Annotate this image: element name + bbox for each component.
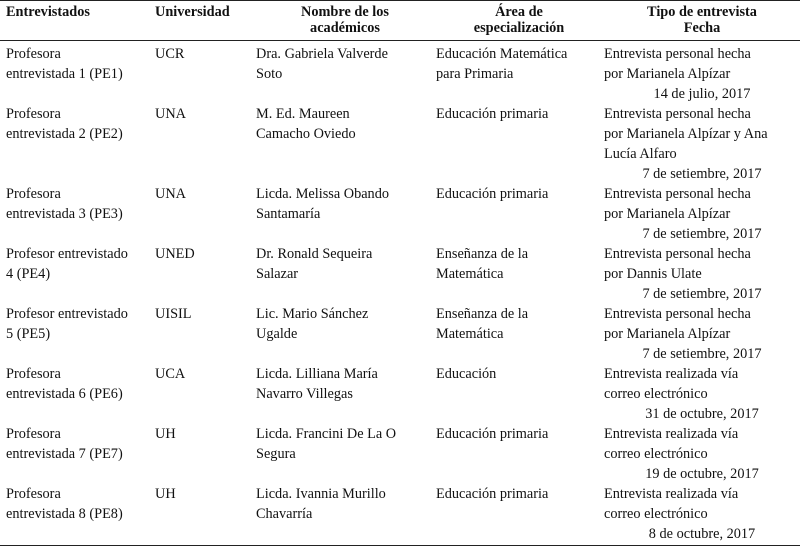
cell-area [436,44,602,84]
cell-nombre [256,244,434,284]
cell-universidad [155,364,255,384]
header-area-line-2: especialización [473,20,565,36]
nombre-line: Soto [256,66,283,82]
universidad-text: UH [155,426,176,442]
cell-area [436,484,602,504]
entrevistado-line: Profesora [6,186,61,202]
cell-entrevistado [6,304,154,344]
cell-universidad [155,184,255,204]
cell-universidad [155,304,255,324]
tipo-line: correo electrónico [604,386,708,402]
cell-universidad [155,104,255,124]
nombre-line: Dra. Gabriela Valverde [256,46,388,62]
cell-entrevistado [6,484,154,524]
cell-tipo-fecha [604,484,800,544]
area-line: Enseñanza de la [436,306,529,322]
cell-tipo-fecha [604,304,800,364]
nombre-line: Licda. Lilliana María [256,366,378,382]
universidad-text: UNA [155,106,186,122]
cell-area [436,424,602,444]
area-line: Enseñanza de la [436,246,529,262]
nombre-line: Santamaría [256,206,321,222]
nombre-line: Licda. Francini De La O [256,426,397,442]
entrevistado-line: entrevistada 6 (PE6) [6,386,123,402]
entrevistado-line: Profesor entrevistado [6,246,128,262]
header-area-line-1: Área de [495,4,543,20]
cell-entrevistado [6,44,154,84]
header-area [436,4,602,36]
cell-universidad [155,44,255,64]
cell-tipo-fecha [604,364,800,424]
fecha-text: 7 de setiembre, 2017 [642,346,762,362]
area-line: Matemática [436,326,504,342]
nombre-line: Ugalde [256,326,298,342]
entrevistado-line: entrevistada 7 (PE7) [6,446,123,462]
cell-nombre [256,184,434,224]
fecha-text: 7 de setiembre, 2017 [642,226,762,242]
tipo-line: por Marianela Alpízar [604,326,731,342]
cell-tipo-fecha [604,184,800,244]
cell-area [436,244,602,284]
tipo-line: Entrevista personal hecha [604,186,751,202]
entrevistado-line: entrevistada 1 (PE1) [6,66,123,82]
header-entrevistados: Entrevistados [6,4,90,20]
nombre-line: Licda. Ivannia Murillo [256,486,386,502]
tipo-line: Entrevista personal hecha [604,106,751,122]
cell-area [436,104,602,124]
nombre-line: Chavarría [256,506,313,522]
header-tipo-line-1: Tipo de entrevista [647,4,757,20]
fecha-text: 31 de octubre, 2017 [645,406,759,422]
cell-entrevistado [6,184,154,224]
cell-nombre [256,104,434,144]
area-line: Educación primaria [436,186,549,202]
area-line: Educación primaria [436,426,549,442]
cell-nombre [256,364,434,404]
cell-tipo-fecha [604,244,800,304]
entrevistado-line: Profesora [6,486,61,502]
tipo-line: por Marianela Alpízar [604,66,731,82]
area-line: para Primaria [436,66,514,82]
tipo-line: Lucía Alfaro [604,146,677,162]
header-nombre-line-1: Nombre de los [301,4,389,20]
tipo-line: por Dannis Ulate [604,266,702,282]
universidad-text: UNA [155,186,186,202]
header-rule [0,40,800,41]
nombre-line: Camacho Oviedo [256,126,356,142]
area-line: Educación primaria [436,486,549,502]
entrevistado-line: 4 (PE4) [6,266,51,282]
area-line: Matemática [436,266,504,282]
tipo-line: Entrevista personal hecha [604,306,751,322]
tipo-line: correo electrónico [604,506,708,522]
entrevistado-line: Profesora [6,106,61,122]
tipo-line: Entrevista personal hecha [604,46,751,62]
area-line: Educación primaria [436,106,549,122]
nombre-line: Salazar [256,266,299,282]
header-nombre-line-2: académicos [310,20,380,36]
entrevistado-line: entrevistada 2 (PE2) [6,126,123,142]
universidad-text: UH [155,486,176,502]
header-universidad: Universidad [155,4,230,20]
entrevistado-line: entrevistada 3 (PE3) [6,206,123,222]
area-line: Educación Matemática [436,46,568,62]
cell-area [436,304,602,344]
cell-tipo-fecha [604,104,800,184]
tipo-line: Entrevista personal hecha [604,246,751,262]
cell-universidad [155,244,255,264]
fecha-text: 14 de julio, 2017 [653,86,751,102]
fecha-text: 7 de setiembre, 2017 [642,286,762,302]
tipo-line: por Marianela Alpízar y Ana [604,126,768,142]
cell-entrevistado [6,244,154,284]
fecha-text: 7 de setiembre, 2017 [642,166,762,182]
area-line: Educación [436,366,497,382]
universidad-text: UISIL [155,306,192,322]
tipo-line: Entrevista realizada vía [604,366,739,382]
bottom-rule [0,545,800,546]
header-tipo-line-2: Fecha [683,20,721,36]
entrevistado-line: 5 (PE5) [6,326,51,342]
nombre-line: Dr. Ronald Sequeira [256,246,373,262]
table-header [0,0,800,38]
cell-area [436,364,602,384]
cell-tipo-fecha [604,424,800,484]
nombre-line: Lic. Mario Sánchez [256,306,369,322]
nombre-line: Licda. Melissa Obando [256,186,390,202]
universidad-text: UCA [155,366,186,382]
entrevistado-line: Profesora [6,46,61,62]
cell-nombre [256,484,434,524]
universidad-text: UCR [155,46,185,62]
fecha-text: 8 de octubre, 2017 [648,526,756,542]
cell-universidad [155,484,255,504]
cell-tipo-fecha [604,44,800,104]
tipo-line: correo electrónico [604,446,708,462]
cell-nombre [256,44,434,84]
cell-entrevistado [6,364,154,404]
entrevistado-line: Profesora [6,366,61,382]
entrevistado-line: entrevistada 8 (PE8) [6,506,123,522]
header-tipo [604,4,800,36]
tipo-line: Entrevista realizada vía [604,426,739,442]
cell-entrevistado [6,424,154,464]
nombre-line: Navarro Villegas [256,386,353,402]
cell-area [436,184,602,204]
nombre-line: Segura [256,446,296,462]
entrevistado-line: Profesora [6,426,61,442]
entrevistado-line: Profesor entrevistado [6,306,128,322]
fecha-text: 19 de octubre, 2017 [645,466,759,482]
universidad-text: UNED [155,246,195,262]
cell-universidad [155,424,255,444]
cell-nombre [256,424,434,464]
cell-entrevistado [6,104,154,144]
nombre-line: M. Ed. Maureen [256,106,350,122]
cell-nombre [256,304,434,344]
header-nombre [256,4,434,36]
tipo-line: Entrevista realizada vía [604,486,739,502]
tipo-line: por Marianela Alpízar [604,206,731,222]
